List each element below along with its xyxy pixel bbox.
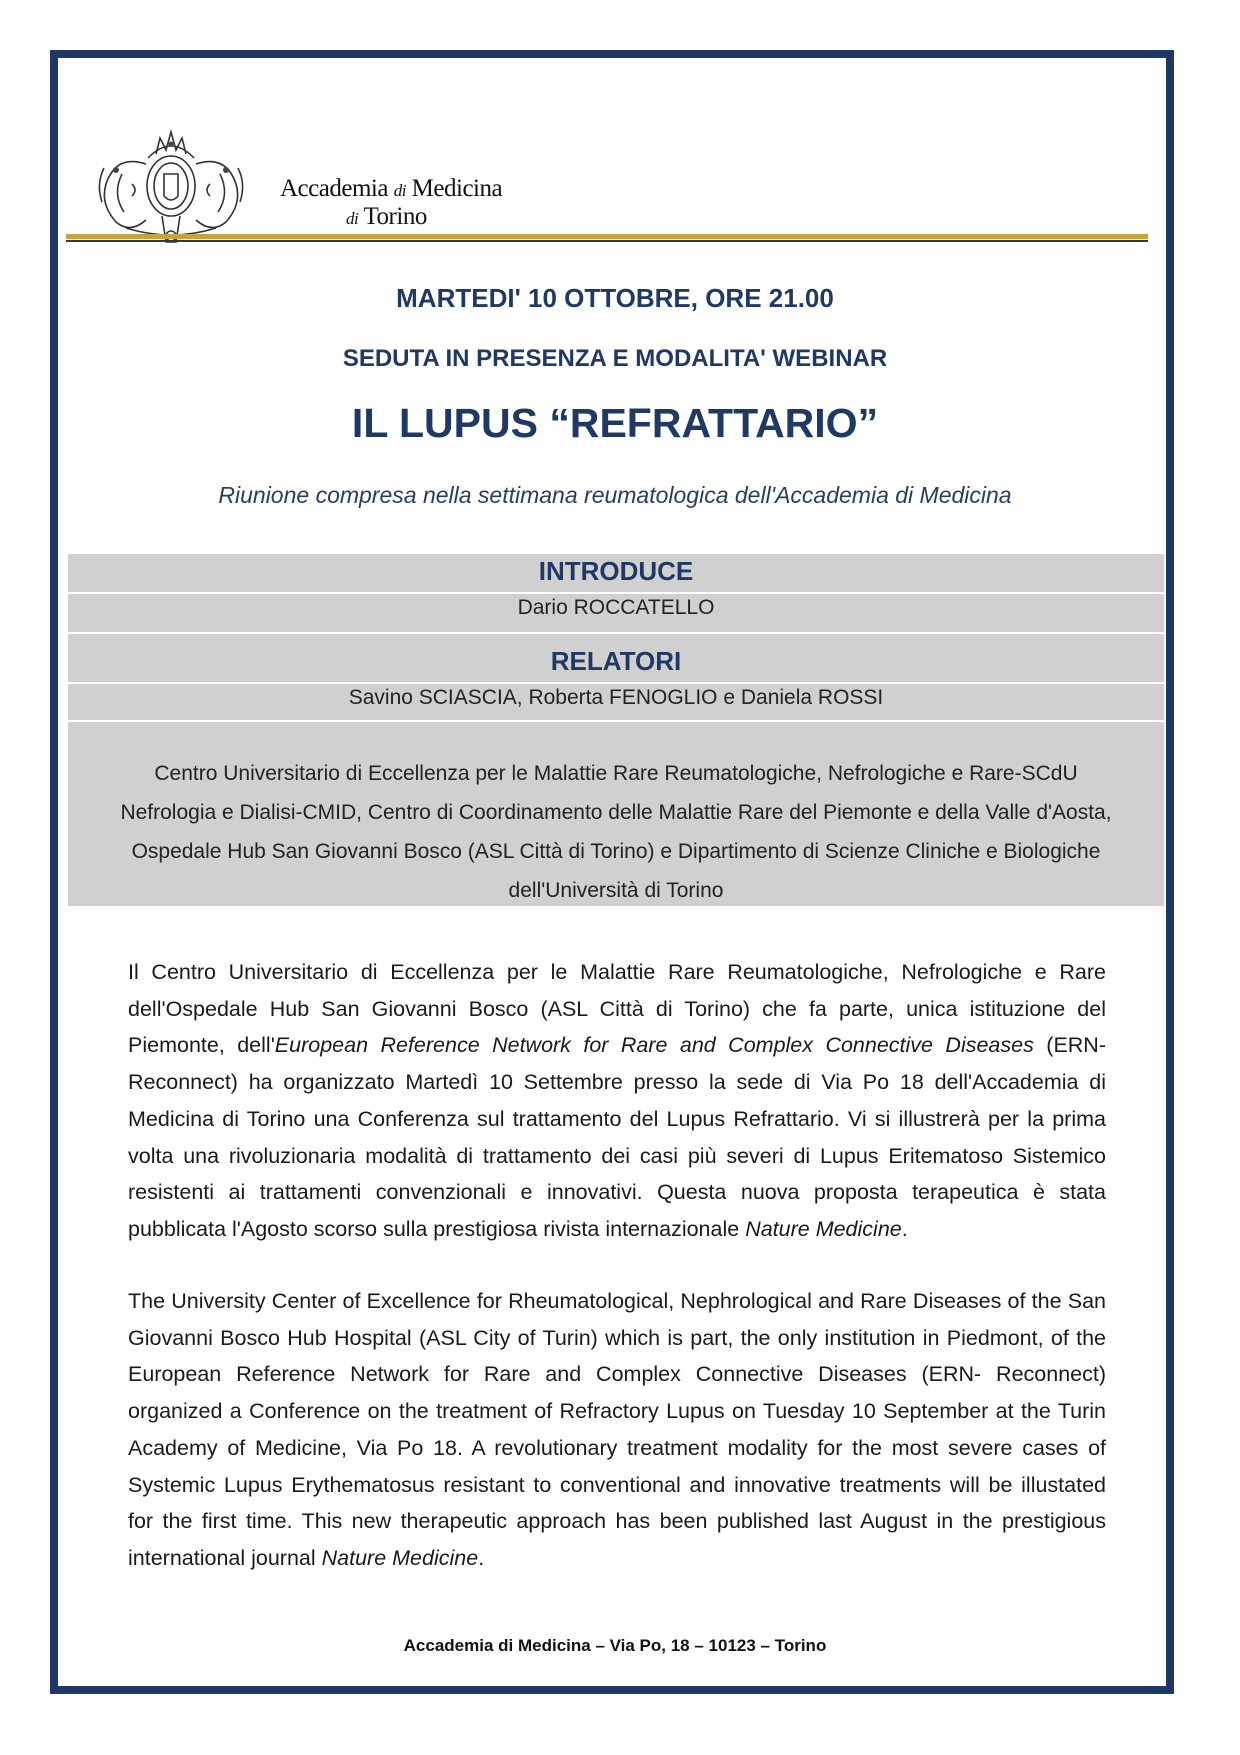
event-title: IL LUPUS “REFRATTARIO” xyxy=(351,400,879,446)
event-date: MARTEDI' 10 OTTOBRE, ORE 21.00 xyxy=(396,283,834,313)
event-subtitle: Riunione compresa nella settimana reumatologica dell'Accademia di Medicina xyxy=(218,482,1012,508)
letterhead xyxy=(86,124,1148,244)
relatori-label: RELATORI xyxy=(550,646,682,676)
speakers-panel xyxy=(68,554,1164,906)
header-navy-rule xyxy=(66,240,1148,242)
academy-wordmark: Accademia di Medicina di Torino xyxy=(280,175,503,230)
affiliation-line: dell'Università di Torino xyxy=(508,879,724,902)
affiliation-line: Centro Universitario di Eccellenza per le Malattie Rare Reumatologiche, Nefrologiche e Rare-SCdU xyxy=(154,762,1078,785)
header-gold-rule xyxy=(66,234,1148,239)
affiliation-line: Ospedale Hub San Giovanni Bosco (ASL Città di Torino) e Dipartimento di Scienze Cliniche e Biologiche xyxy=(131,840,1101,863)
coat-of-arms-icon xyxy=(86,124,256,248)
event-mode: SEDUTA IN PRESENZA E MODALITA' WEBINAR xyxy=(342,345,888,372)
panel-separator xyxy=(68,592,1164,594)
panel-separator xyxy=(68,682,1164,684)
relatori-names: Savino SCIASCIA, Roberta FENOGLIO e Daniela ROSSI xyxy=(348,686,884,709)
introduce-label: INTRODUCE xyxy=(538,556,694,586)
affiliation xyxy=(68,754,1164,910)
panel-separator xyxy=(68,720,1164,722)
italian-paragraph: Il Centro Universitario di Eccellenza per le Malattie Rare Reumatologiche, Nefrologiche e Rare dell'Ospedale Hub San Giovanni Bosco (ASL Città di Torino) che fa parte, unica istituzione del Piemonte, dell'European Reference Network for Rare and Complex Connective Diseases (ERN-Reconnect) ha organizzato Martedì 10 Settembre presso la sede di Via Po 18 dell'Accademia di Medicina di Torino una Conferenza sul trattamento del Lupus Refrattario. Vi si illustrerà per la prima volta una rivoluzionaria modalità di trattamento dei casi più severi di Lupus Eritematoso Sistemico resistenti ai trattamenti convenzionali e innovativi. Questa nuova proposta terapeutica è stata pubblicata l'Agosto scorso sulla prestigiosa rivista internazionale Nature Medicine. xyxy=(128,960,1106,1241)
english-paragraph: The University Center of Excellence for Rheumatological, Nephrological and Rare Diseases of the San Giovanni Bosco Hub Hospital (ASL City of Turin) which is part, the only institution in Piedmont, of the European Reference Network for Rare and Complex Connective Diseases (ERN- Reconnect) organized a Conference on the treatment of Refractory Lupus on Tuesday 10 September at the Turin Academy of Medicine, Via Po 18. A revolutionary treatment modality for the most severe cases of Systemic Lupus Erythematosus resistant to conventional and innovative treatments will be illustated for the first time. This new therapeutic approach has been published last August in the prestigious international journal Nature Medicine. xyxy=(128,1289,1106,1570)
introduce-name: Dario ROCCATELLO xyxy=(517,596,715,619)
footer-address: Accademia di Medicina – Via Po, 18 – 10123 – Torino xyxy=(403,1636,827,1655)
panel-separator xyxy=(68,632,1164,634)
affiliation-line: Nefrologia e Dialisi-CMID, Centro di Coordinamento delle Malattie Rare del Piemonte e della Valle d'Aosta, xyxy=(120,801,1112,824)
